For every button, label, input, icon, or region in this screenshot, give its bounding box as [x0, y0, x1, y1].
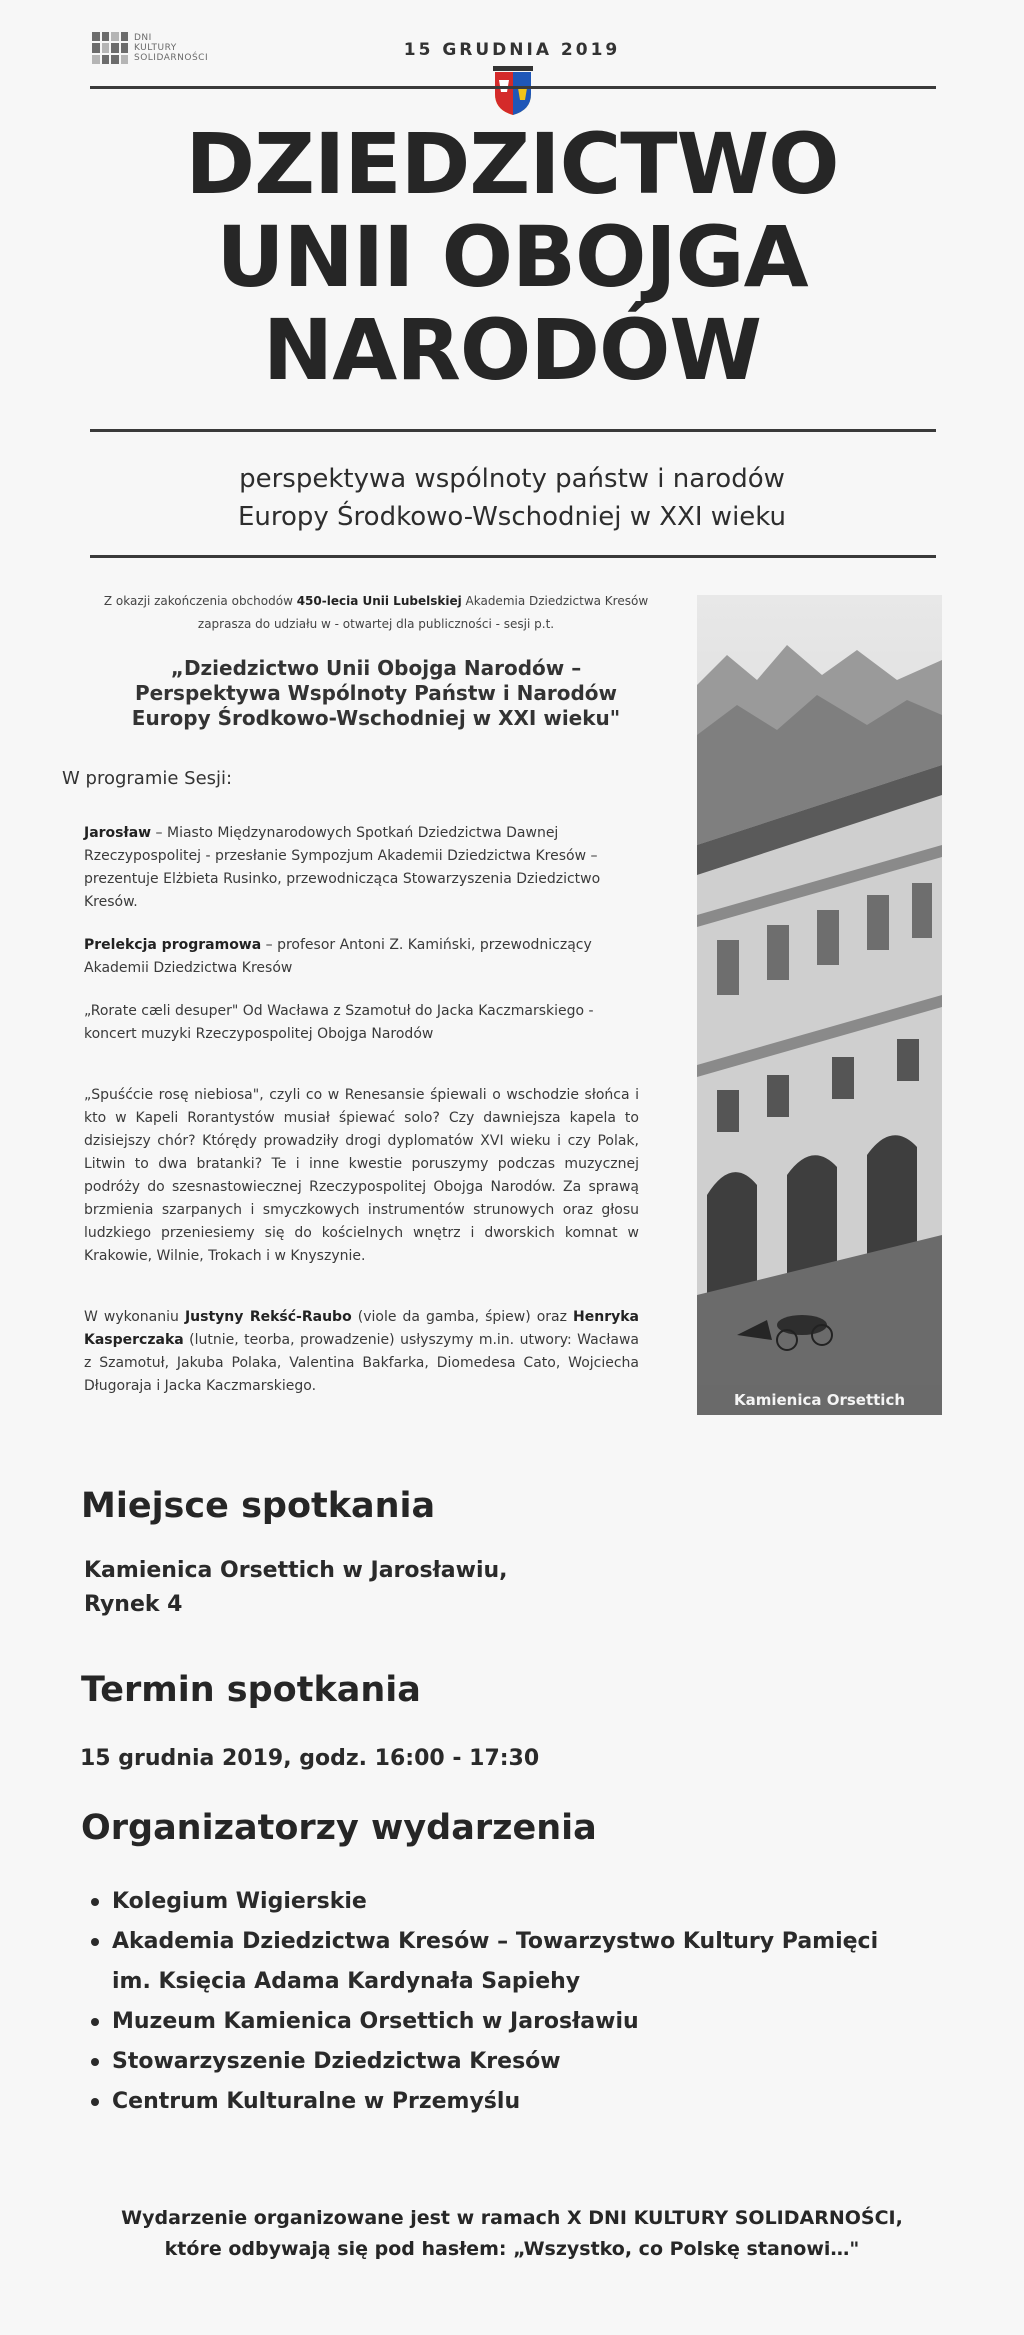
subtitle-rule	[90, 555, 936, 558]
session-title: „Dziedzictwo Unii Obojga Narodów – Perspektywa Wspólnoty Państw i Narodów Europy Środkowo-Wschodniej w XXI wieku"	[131, 656, 621, 730]
organizers-list	[88, 1882, 918, 2122]
building-photo	[697, 595, 942, 1415]
top-rule	[90, 86, 936, 89]
title-line: UNII OBOJGA	[216, 208, 808, 306]
time-heading: Termin spotkania	[81, 1670, 421, 1710]
page-title	[0, 115, 1024, 399]
intro-paragraph: Z okazji zakończenia obchodów 450-lecia Unii Lubelskiej Akademia Dziedzictwa Kresów zaprasza do udziału w - otwartej dla publiczności - sesji p.t.	[103, 594, 649, 631]
subtitle: perspektywa wspólnoty państw i narodów Europy Środkowo-Wschodniej w XXI wieku	[237, 464, 787, 532]
coat-of-arms-icon	[491, 66, 535, 116]
program-item: Prelekcja programowa – profesor Antoni Z. Kamiński, przewodniczący Akademii Dziedzictwa Kresów	[84, 937, 592, 976]
logo-text: DNI KULTURY SOLIDARNOŚCI	[134, 33, 209, 63]
time-text: 15 grudnia 2019, godz. 16:00 - 17:30	[80, 1746, 540, 1771]
title-rule	[90, 429, 936, 432]
program-item: „Rorate cæli desuper" Od Wacława z Szamotuł do Jacka Kaczmarskiego - koncert muzyki Rzeczypospolitej Obojga Narodów	[84, 1003, 594, 1042]
event-date-top: 15 GRUDNIA 2019	[403, 40, 621, 60]
program-heading: W programie Sesji:	[62, 768, 233, 789]
venue-address: Kamienica Orsettich w Jarosławiu, Rynek 4	[84, 1558, 508, 1617]
list-item: Centrum Kulturalne w Przemyślu	[88, 2082, 918, 2122]
organizers-heading: Organizatorzy wydarzenia	[81, 1808, 597, 1848]
list-item: Muzeum Kamienica Orsettich w Jarosławiu	[88, 2002, 918, 2042]
description-paragraph: „Spuśćcie rosę niebiosa", czyli co w Renesansie śpiewali o wschodzie słońca i kto w Kapeli Rorantystów musiał śpiewać solo? Czy dawniejsza kapela to dzisiejszy chór? Którędy prowadziły drogi dyplomatów XVI wieku i czy Polak, Litwin to dwa bratanki? Te i inne kwestie poruszymy podczas muzycznej podróży do szesnastowiecznej Rzeczypospolitej Obojga Narodów. Za sprawą brzmienia szarpanych i smyczkowych instrumentów strunowych oraz głosu ludzkiego przeniesiemy się do kościelnych wnętrz i dworskich komnat w Krakowie, Wilnie, Trokach i w Knyszynie.	[84, 1087, 639, 1264]
building-photo-illustration	[697, 595, 942, 1385]
title-line: NARODÓW	[262, 301, 762, 399]
list-item: Stowarzyszenie Dziedzictwa Kresów	[88, 2042, 918, 2082]
photo-caption: Kamienica Orsettich	[697, 1385, 942, 1415]
venue-heading: Miejsce spotkania	[81, 1486, 436, 1526]
title-line: DZIEDZICTWO	[185, 115, 839, 213]
footer-note: Wydarzenie organizowane jest w ramach X DNI KULTURY SOLIDARNOŚCI, które odbywają się pod hasłem: „Wszystko, co Polskę stanowi…"	[121, 2207, 903, 2260]
program-item: Jarosław – Miasto Międzynarodowych Spotkań Dziedzictwa Dawnej Rzeczypospolitej - przesłanie Sympozjum Akademii Dziedzictwa Kresów – prezentuje Elżbieta Rusinko, przewodnicząca Stowarzyszenia Dziedzictwo Kresów.	[84, 825, 601, 910]
list-item: Kolegium Wigierskie	[88, 1882, 918, 1922]
list-item: Akademia Dziedzictwa Kresów – Towarzystwo Kultury Pamięci im. Księcia Adama Kardynała Sapiehy	[88, 1922, 918, 2002]
performers-paragraph: W wykonaniu Justyny Rekść-Raubo (viole da gamba, śpiew) oraz Henryka Kasperczaka (lutnie, teorba, prowadzenie) usłyszymy m.in. utwory: Wacława z Szamotuł, Jakuba Polaka, Valentina Bakfarka, Diomedesa Cato, Wojciecha Długoraja i Jacka Kaczmarskiego.	[84, 1309, 639, 1394]
